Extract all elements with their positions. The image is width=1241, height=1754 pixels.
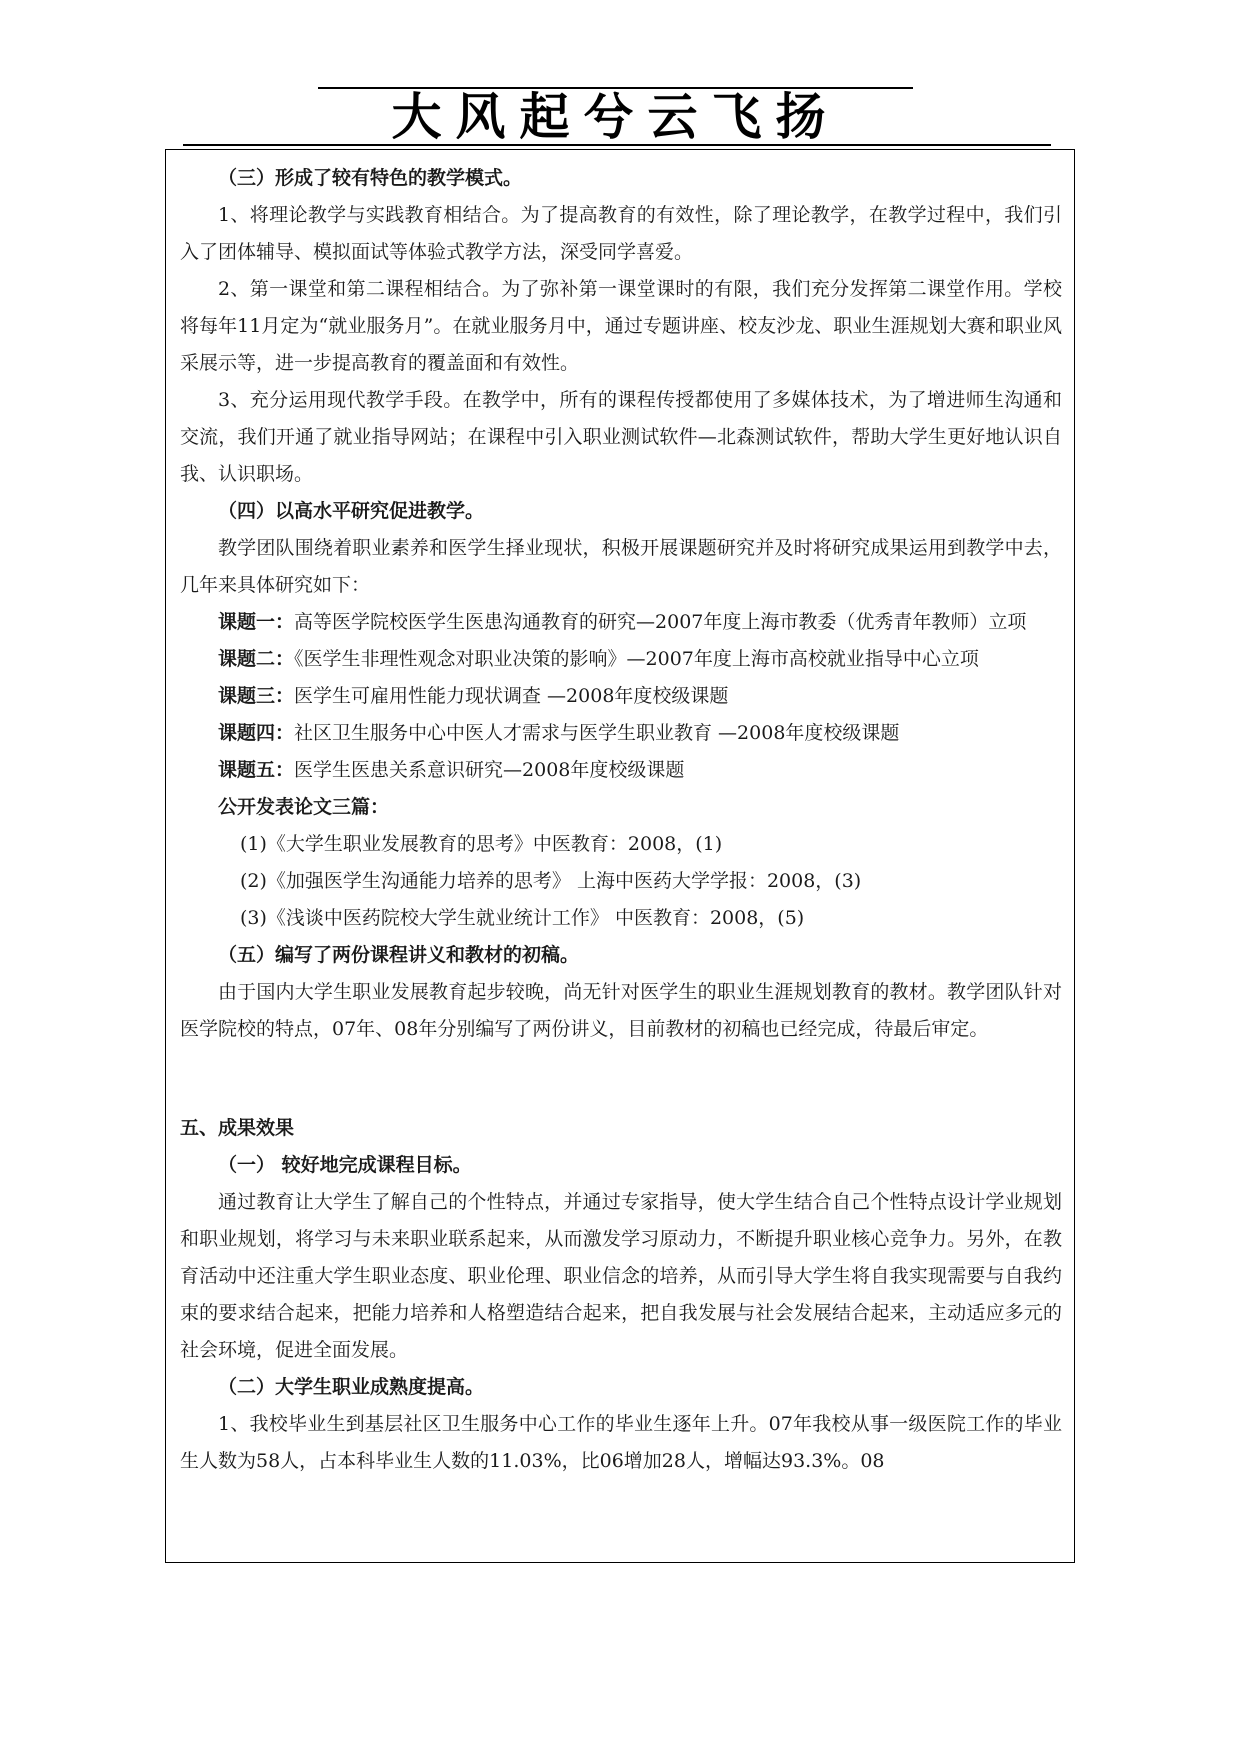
section-title-results: 五、成果效果: [180, 1117, 295, 1139]
topic-label: 课题五：: [218, 759, 295, 781]
paragraph: 通过教育让大学生了解自己的个性特点，并通过专家指导，使大学生结合自己个性特点设计学业规划和职业规划，将学习与未来职业联系起来，从而激发学习原动力，不断提升职业核心竞争力。另外，在教育活动中还注重大学生职业态度、职业伦理、职业信念的培养，从而引导大学生将自我实现需要与自我约束的要求结合起来，把能力培养和人格塑造结合起来，把自我发展与社会发展结合起来，主动适应多元的社会环境，促进全面发展。: [180, 1191, 1062, 1361]
topic-label: 课题四：: [218, 722, 295, 744]
paragraph: 教学团队围绕着职业素养和医学生择业现状，积极开展课题研究并及时将研究成果运用到教学中去，几年来具体研究如下：: [180, 537, 1062, 596]
topic-label: 课题二：: [218, 648, 295, 670]
topic-label: 课题一：: [218, 611, 295, 633]
papers-title: 公开发表论文三篇：: [218, 796, 390, 818]
heading-teaching-mode: （三）形成了较有特色的教学模式。: [218, 167, 523, 189]
paragraph: 1、我校毕业生到基层社区卫生服务中心工作的毕业生逐年上升。07年我校从事一级医院工作的毕业生人数为58人，占本科毕业生人数的11.03%，比06增加28人，增幅达93.3%。08: [180, 1413, 1062, 1472]
heading-research: （四）以高水平研究促进教学。: [218, 500, 485, 522]
spacer: [180, 1048, 1062, 1110]
topic-text: 高等医学院校医学生医患沟通教育的研究—2007年度上海市教委（优秀青年教师）立项: [294, 611, 1027, 633]
topic-item: [180, 641, 1062, 678]
heading-course-goals: （一） 较好地完成课程目标。: [218, 1154, 472, 1176]
heading-career-maturity: （二）大学生职业成熟度提高。: [218, 1376, 485, 1398]
paper-item: (2)《加强医学生沟通能力培养的思考》 上海中医药大学学报：2008，(3): [240, 870, 862, 892]
content-frame: [165, 149, 1075, 1563]
topic-item: [180, 604, 1062, 641]
paragraph: 2、第一课堂和第二课程相结合。为了弥补第一课堂课时的有限，我们充分发挥第二课堂作用。学校将每年11月定为“就业服务月”。在就业服务月中，通过专题讲座、校友沙龙、职业生涯规划大赛和职业风采展示等，进一步提高教育的覆盖面和有效性。: [180, 278, 1062, 374]
topic-text: 医学生医患关系意识研究—2008年度校级课题: [294, 759, 685, 781]
page-banner: 大风起兮云飞扬: [391, 87, 840, 146]
document-body: [180, 160, 1062, 1480]
heading-textbook: （五）编写了两份课程讲义和教材的初稿。: [218, 944, 580, 966]
topic-item: [180, 678, 1062, 715]
topic-label: 课题三：: [218, 685, 295, 707]
topic-item: [180, 752, 1062, 789]
paragraph: 1、将理论教学与实践教育相结合。为了提高教育的有效性，除了理论教学，在教学过程中，我们引入了团体辅导、模拟面试等体验式教学方法，深受同学喜爱。: [180, 204, 1062, 263]
topic-item: [180, 715, 1062, 752]
paragraph: 3、充分运用现代教学手段。在教学中，所有的课程传授都使用了多媒体技术，为了增进师生沟通和交流，我们开通了就业指导网站；在课程中引入职业测试软件—北森测试软件，帮助大学生更好地认识自我、认识职场。: [180, 389, 1062, 485]
topic-text: 《医学生非理性观念对职业决策的影响》—2007年度上海市高校就业指导中心立项: [294, 648, 979, 670]
banner-bottom-rule: [183, 144, 1051, 146]
paper-item: (1)《大学生职业发展教育的思考》中医教育：2008，(1): [240, 833, 723, 855]
paragraph: 由于国内大学生职业发展教育起步较晚，尚无针对医学生的职业生涯规划教育的教材。教学团队针对医学院校的特点，07年、08年分别编写了两份讲义，目前教材的初稿也已经完成，待最后审定。: [180, 981, 1062, 1040]
topic-text: 医学生可雇用性能力现状调查 —2008年度校级课题: [294, 685, 729, 707]
paper-item: (3)《浅谈中医药院校大学生就业统计工作》 中医教育：2008，(5): [240, 907, 805, 929]
topic-text: 社区卫生服务中心中医人才需求与医学生职业教育 —2008年度校级课题: [294, 722, 900, 744]
